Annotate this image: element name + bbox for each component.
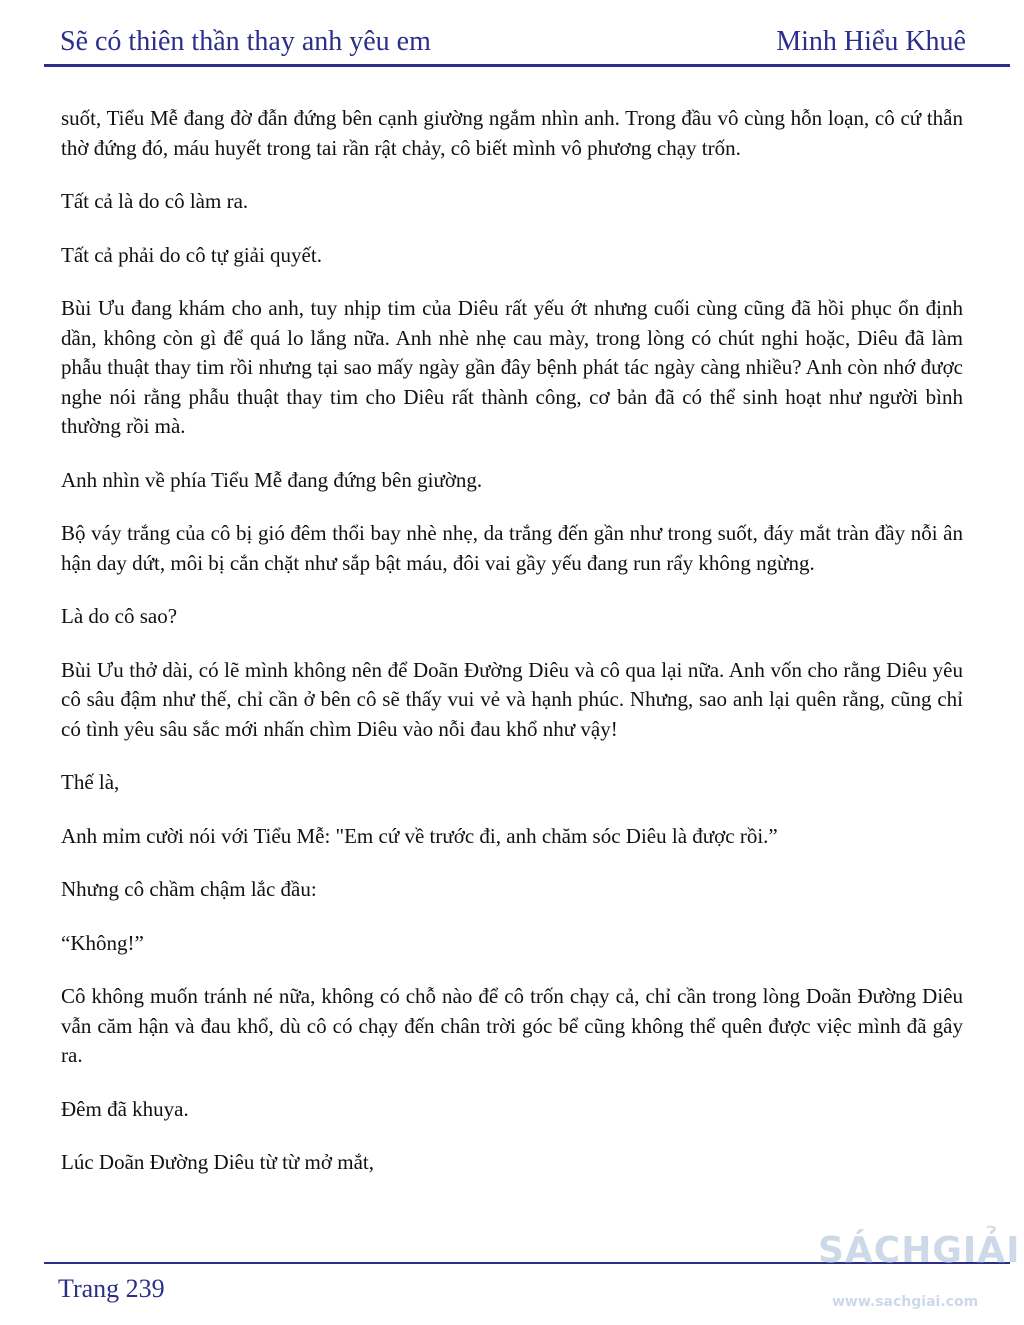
paragraph: Bộ váy trắng của cô bị gió đêm thổi bay nhè nhẹ, da trắng đến gần như trong suốt, đáy mắt tràn đầy nỗi ân hận day dứt, môi bị cắn chặt như sắp bật máu, đôi vai gầy yếu đang run rẩy không ngừng. <box>61 521 963 575</box>
paragraph: Anh mỉm cười nói với Tiểu Mễ: "Em cứ về trước đi, anh chăm sóc Diêu là được rồi.” <box>61 823 778 848</box>
chapter-body <box>61 104 963 1202</box>
paragraph: “Không!” <box>61 930 144 955</box>
watermark-url: www.sachgiai.com <box>832 1294 979 1310</box>
paragraph: Tất cả là do cô làm ra. <box>61 189 249 213</box>
paragraph: Tất cả phải do cô tự giải quyết. <box>61 242 322 267</box>
watermark <box>818 1222 1024 1322</box>
paragraph: Thế là, <box>61 770 120 794</box>
page-header-author: Minh Hiểu Khuê <box>776 26 966 57</box>
page-number: Trang 239 <box>58 1274 165 1303</box>
watermark-logo: SÁCHGIẢI <box>818 1230 1021 1271</box>
paragraph: Anh nhìn về phía Tiểu Mễ đang đứng bên giường. <box>61 467 483 492</box>
page-header-title: Sẽ có thiên thần thay anh yêu em <box>60 26 431 57</box>
paragraph: Lúc Doãn Đường Diêu từ từ mở mắt, <box>61 1150 374 1174</box>
paragraph: Là do cô sao? <box>61 604 178 628</box>
paragraph: Nhưng cô chầm chậm lắc đầu: <box>61 877 317 901</box>
paragraph: Đêm đã khuya. <box>61 1096 189 1121</box>
paragraph: Bùi Ưu đang khám cho anh, tuy nhịp tim của Diêu rất yếu ớt nhưng cuối cùng cũng đã hồi phục ổn định dần, không còn gì để quá lo lắng nữa. Anh nhè nhẹ cau mày, trong lòng có chút nghi hoặc, Diêu đã làm phẫu thuật thay tim rồi nhưng tại sao mấy ngày gần đây bệnh phát tác ngày càng nhiều? Anh còn nhớ được nghe nói rằng phẫu thuật thay tim cho Diêu rất thành công, cơ bản đã có thể sinh hoạt như người bình thường rồi mà. <box>61 296 963 438</box>
paragraph: Cô không muốn tránh né nữa, không có chỗ nào để cô trốn chạy cả, chỉ cần trong lòng Doãn Đường Diêu vẫn căm hận và đau khổ, dù cô có chạy đến chân trời góc bể cũng không thể quên được việc mình đã gây ra. <box>61 984 963 1067</box>
paragraph: Bùi Ưu thở dài, có lẽ mình không nên để Doãn Đường Diêu và cô qua lại nữa. Anh vốn cho rằng Diêu yêu cô sâu đậm như thế, chỉ cần ở bên cô sẽ thấy vui vẻ và hạnh phúc. Nhưng, sao anh lại quên rằng, cũng chỉ có tình yêu sâu sắc mới nhấn chìm Diêu vào nỗi đau khổ như vậy! <box>61 657 963 741</box>
paragraph: suốt, Tiểu Mễ đang đờ đẫn đứng bên cạnh giường ngắm nhìn anh. Trong đầu vô cùng hỗn loạn, cô cứ thẫn thờ đứng đó, máu huyết trong tai rần rật chảy, cô biết mình vô phương chạy trốn. <box>61 106 963 160</box>
header-divider <box>44 64 1010 67</box>
